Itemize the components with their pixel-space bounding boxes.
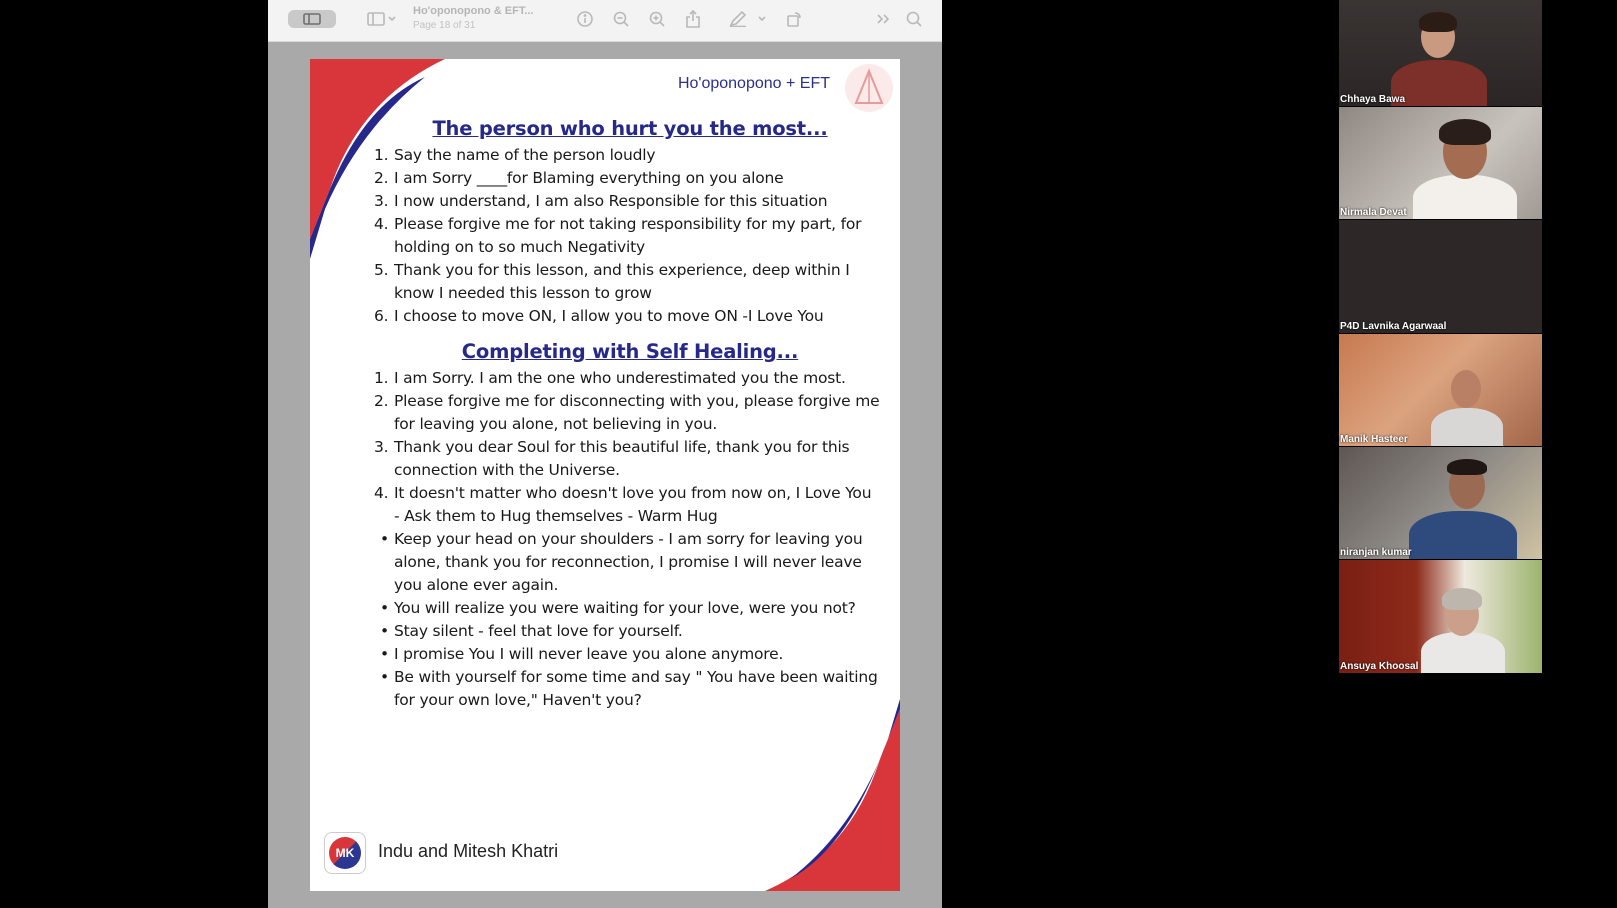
bullet-icon: • [380, 530, 389, 548]
participant-name: Manik Hasteer [1340, 434, 1408, 445]
sidebar-toggle-button[interactable] [288, 10, 336, 28]
list-item: 3. Thank you dear Soul for this beautiful life, thank you for this connection with the Universe. [374, 438, 850, 479]
view-layout-icon [367, 12, 397, 26]
hurt-steps-list [374, 144, 880, 328]
document-page [310, 59, 900, 891]
bullet-icon: • [380, 668, 389, 686]
brand-triangle-icon [844, 63, 894, 113]
bullet-icon: • [380, 622, 389, 640]
list-item: 4. Please forgive me for not taking responsibility for my part, for holding on to so much Negativity [374, 215, 862, 256]
participant-tile[interactable] [1339, 107, 1542, 219]
brand-logo-mark: MK [329, 837, 361, 869]
participant-name: Ansuya Khoosal [1340, 661, 1419, 672]
share-button[interactable] [682, 8, 704, 30]
share-icon [685, 10, 701, 28]
view-menu-button[interactable] [363, 8, 401, 30]
zoom-out-button[interactable] [610, 8, 632, 30]
list-item: 1. I am Sorry. I am the one who underestimated you the most. [374, 369, 846, 387]
list-item: 2. Please forgive me for disconnecting with you, please forgive me for leaving you alone, not believing in you. [374, 392, 880, 433]
page-indicator: Page 18 of 31 [413, 20, 476, 31]
info-icon [577, 11, 593, 27]
list-item: 6. I choose to move ON, I allow you to move ON -I Love You [374, 307, 824, 325]
brand-logo [324, 832, 366, 874]
zoom-in-button[interactable] [646, 8, 668, 30]
document-title: Ho'oponopono & EFT... [413, 5, 534, 17]
list-item: 4. It doesn't matter who doesn't love you from now on, I Love You - Ask them to Hug themselves - Warm Hug [374, 484, 872, 525]
section-title: Completing with Self Healing... [461, 340, 799, 363]
participant-name: niranjan kumar [1340, 547, 1412, 558]
zoom-in-icon [649, 11, 665, 27]
participant-tile[interactable] [1339, 334, 1542, 446]
search-icon [906, 11, 922, 27]
markup-pen-icon [729, 11, 767, 27]
participant-tile[interactable] [1339, 560, 1542, 673]
author-credit: Indu and Mitesh Khatri [378, 841, 559, 861]
bullet-item: • Keep your head on your shoulders - I am sorry for leaving you alone, thank you for reconnection, I promise I will never leave you alone ever again. [380, 530, 863, 594]
bullet-item: • I promise You I will never leave you alone anymore. [380, 643, 880, 666]
rotate-button[interactable] [783, 8, 805, 30]
participant-name: Nirmala Devat [1340, 207, 1407, 218]
sidebar-toggle-icon [303, 13, 321, 25]
bullet-item: • Be with yourself for some time and say " You have been waiting for your own love," Haven't you? [380, 668, 878, 709]
list-item: 1. Say the name of the person loudly [374, 146, 656, 164]
participant-tile[interactable] [1339, 0, 1542, 106]
bullet-icon: • [380, 645, 389, 663]
section-title: The person who hurt you the most... [432, 117, 828, 140]
more-chevrons-icon [876, 13, 890, 25]
list-item: 2. I am Sorry ____for Blaming everything on you alone [374, 169, 784, 187]
page-content [374, 117, 880, 712]
participant-name: P4D Lavnika Agarwaal [1340, 321, 1447, 332]
more-button[interactable] [873, 8, 893, 30]
participant-tile[interactable] [1339, 220, 1542, 333]
info-button[interactable] [574, 8, 596, 30]
search-button[interactable] [903, 8, 925, 30]
rotate-icon [786, 11, 802, 27]
self-healing-list [374, 367, 880, 712]
bullet-item: • Stay silent - feel that love for yourself. [380, 620, 880, 643]
bullet-item: • You will realize you were waiting for your love, were you not? [380, 597, 880, 620]
zoom-out-icon [613, 11, 629, 27]
participant-name: Chhaya Bawa [1340, 94, 1406, 105]
list-item: 3. I now understand, I am also Responsible for this situation [374, 192, 828, 210]
page-header-title: Ho'oponopono + EFT [677, 75, 830, 92]
markup-button[interactable] [728, 8, 768, 30]
list-item: 5. Thank you for this lesson, and this experience, deep within I know I needed this lesson to grow [374, 261, 850, 302]
viewer-toolbar [268, 0, 942, 42]
bullet-icon: • [380, 599, 389, 617]
participant-tile[interactable] [1339, 447, 1542, 559]
